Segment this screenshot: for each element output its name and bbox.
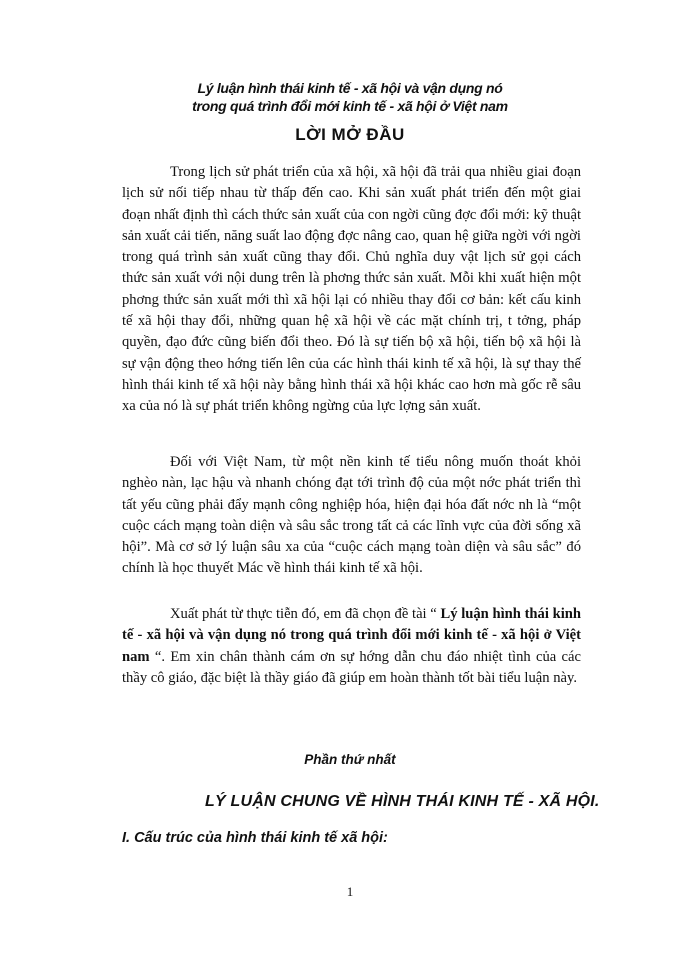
chapter-title: LÝ LUẬN CHUNG VỀ HÌNH THÁI KINH TẾ - XÃ HỘI.	[205, 793, 600, 810]
intro-paragraph-2	[122, 452, 581, 580]
introduction-heading: LỜI MỞ ĐẦU	[295, 125, 405, 144]
document-title-line-1: Lý luận hình thái kinh tế - xã hội và vận dụng nó	[197, 80, 503, 96]
part-label: Phần thứ nhất	[304, 752, 396, 767]
document-title-line-2: trong quá trình đổi mới kinh tế - xã hội ở Việt nam	[192, 98, 508, 114]
paragraph-3-text	[122, 604, 581, 689]
page-number: 1	[346, 884, 354, 899]
intro-paragraph-3	[122, 604, 581, 689]
paragraph-1-text: Trong lịch sử phát triển của xã hội, xã hội đã trải qua nhiều giai đoạn lịch sử nối tiếp nhau từ thấp đến cao. Khi sản xuất phát triển đến một giai đoạn nhất định thì cách thức sản xuất của con ngời cũng đợc đổi mới: kỹ thuật sản xuất cải tiến, năng suất lao động đợc nâng cao, quan hệ giữa ngời với ngời trong quá trình sản xuất cũng thay đổi. Chủ nghĩa duy vật lịch sử gọi cách thức sản xuất với nội dung trên là phơng thức sản xuất. Mỗi khi xuất hiện một phơng thức sản xuất mới thì xã hội lại có nhiều thay đổi cơ bản: kết cấu kinh tế xã hội thay đổi, những quan hệ xã hội về các mặt chính trị, t tởng, pháp quyền, đạo đức cũng biến đổi theo. Đó là sự tiến bộ xã hội, tiến bộ xã hội là sự vận động theo hớng tiến lên của các hình thái kinh tế xã hội, là sự thay thế hình thái kinh tế xã hội này bằng hình thái xã hội khác cao hơn mà gốc rễ sâu xa của nó là sự phát triển không ngừng của lực lợng sản xuất.	[122, 164, 581, 415]
paragraph-2-text: Đối với Việt Nam, từ một nền kinh tế tiểu nông muốn thoát khỏi nghèo nàn, lạc hậu và nhanh chóng đạt tới trình độ của một nớc phát triển thì tất yếu cũng phải đẩy mạnh công nghiệp hóa, hiện đại hóa đất nớc nh là “một cuộc cách mạng toàn diện và sâu sắc trong tất cả các lĩnh vực của đời sống xã hội”. Mà cơ sở lý luận sâu xa của “cuộc cách mạng toàn diện và sâu sắc” đó chính là học thuyết Mác về hình thái kinh tế xã hội.	[122, 454, 581, 577]
paragraph-3-topic: Lý luận hình thái kinh tế - xã hội và vận dụng nó trong quá trình đổi mới kinh tế - xã hội ở Việt nam	[122, 606, 582, 665]
paragraph-3-tail: “. Em xin chân thành cám ơn sự hớng dẫn chu đáo nhiệt tình của các thầy cô giáo, đặc biệt là thầy giáo đã giúp em hoàn thành tốt bài tiểu luận này.	[122, 648, 581, 686]
intro-paragraph-1	[122, 162, 581, 418]
paragraph-3-lead: Xuất phát từ thực tiễn đó, em đã chọn đề tài “	[170, 606, 437, 622]
section-title: I. Cấu trúc của hình thái kinh tế xã hội:	[122, 830, 388, 846]
